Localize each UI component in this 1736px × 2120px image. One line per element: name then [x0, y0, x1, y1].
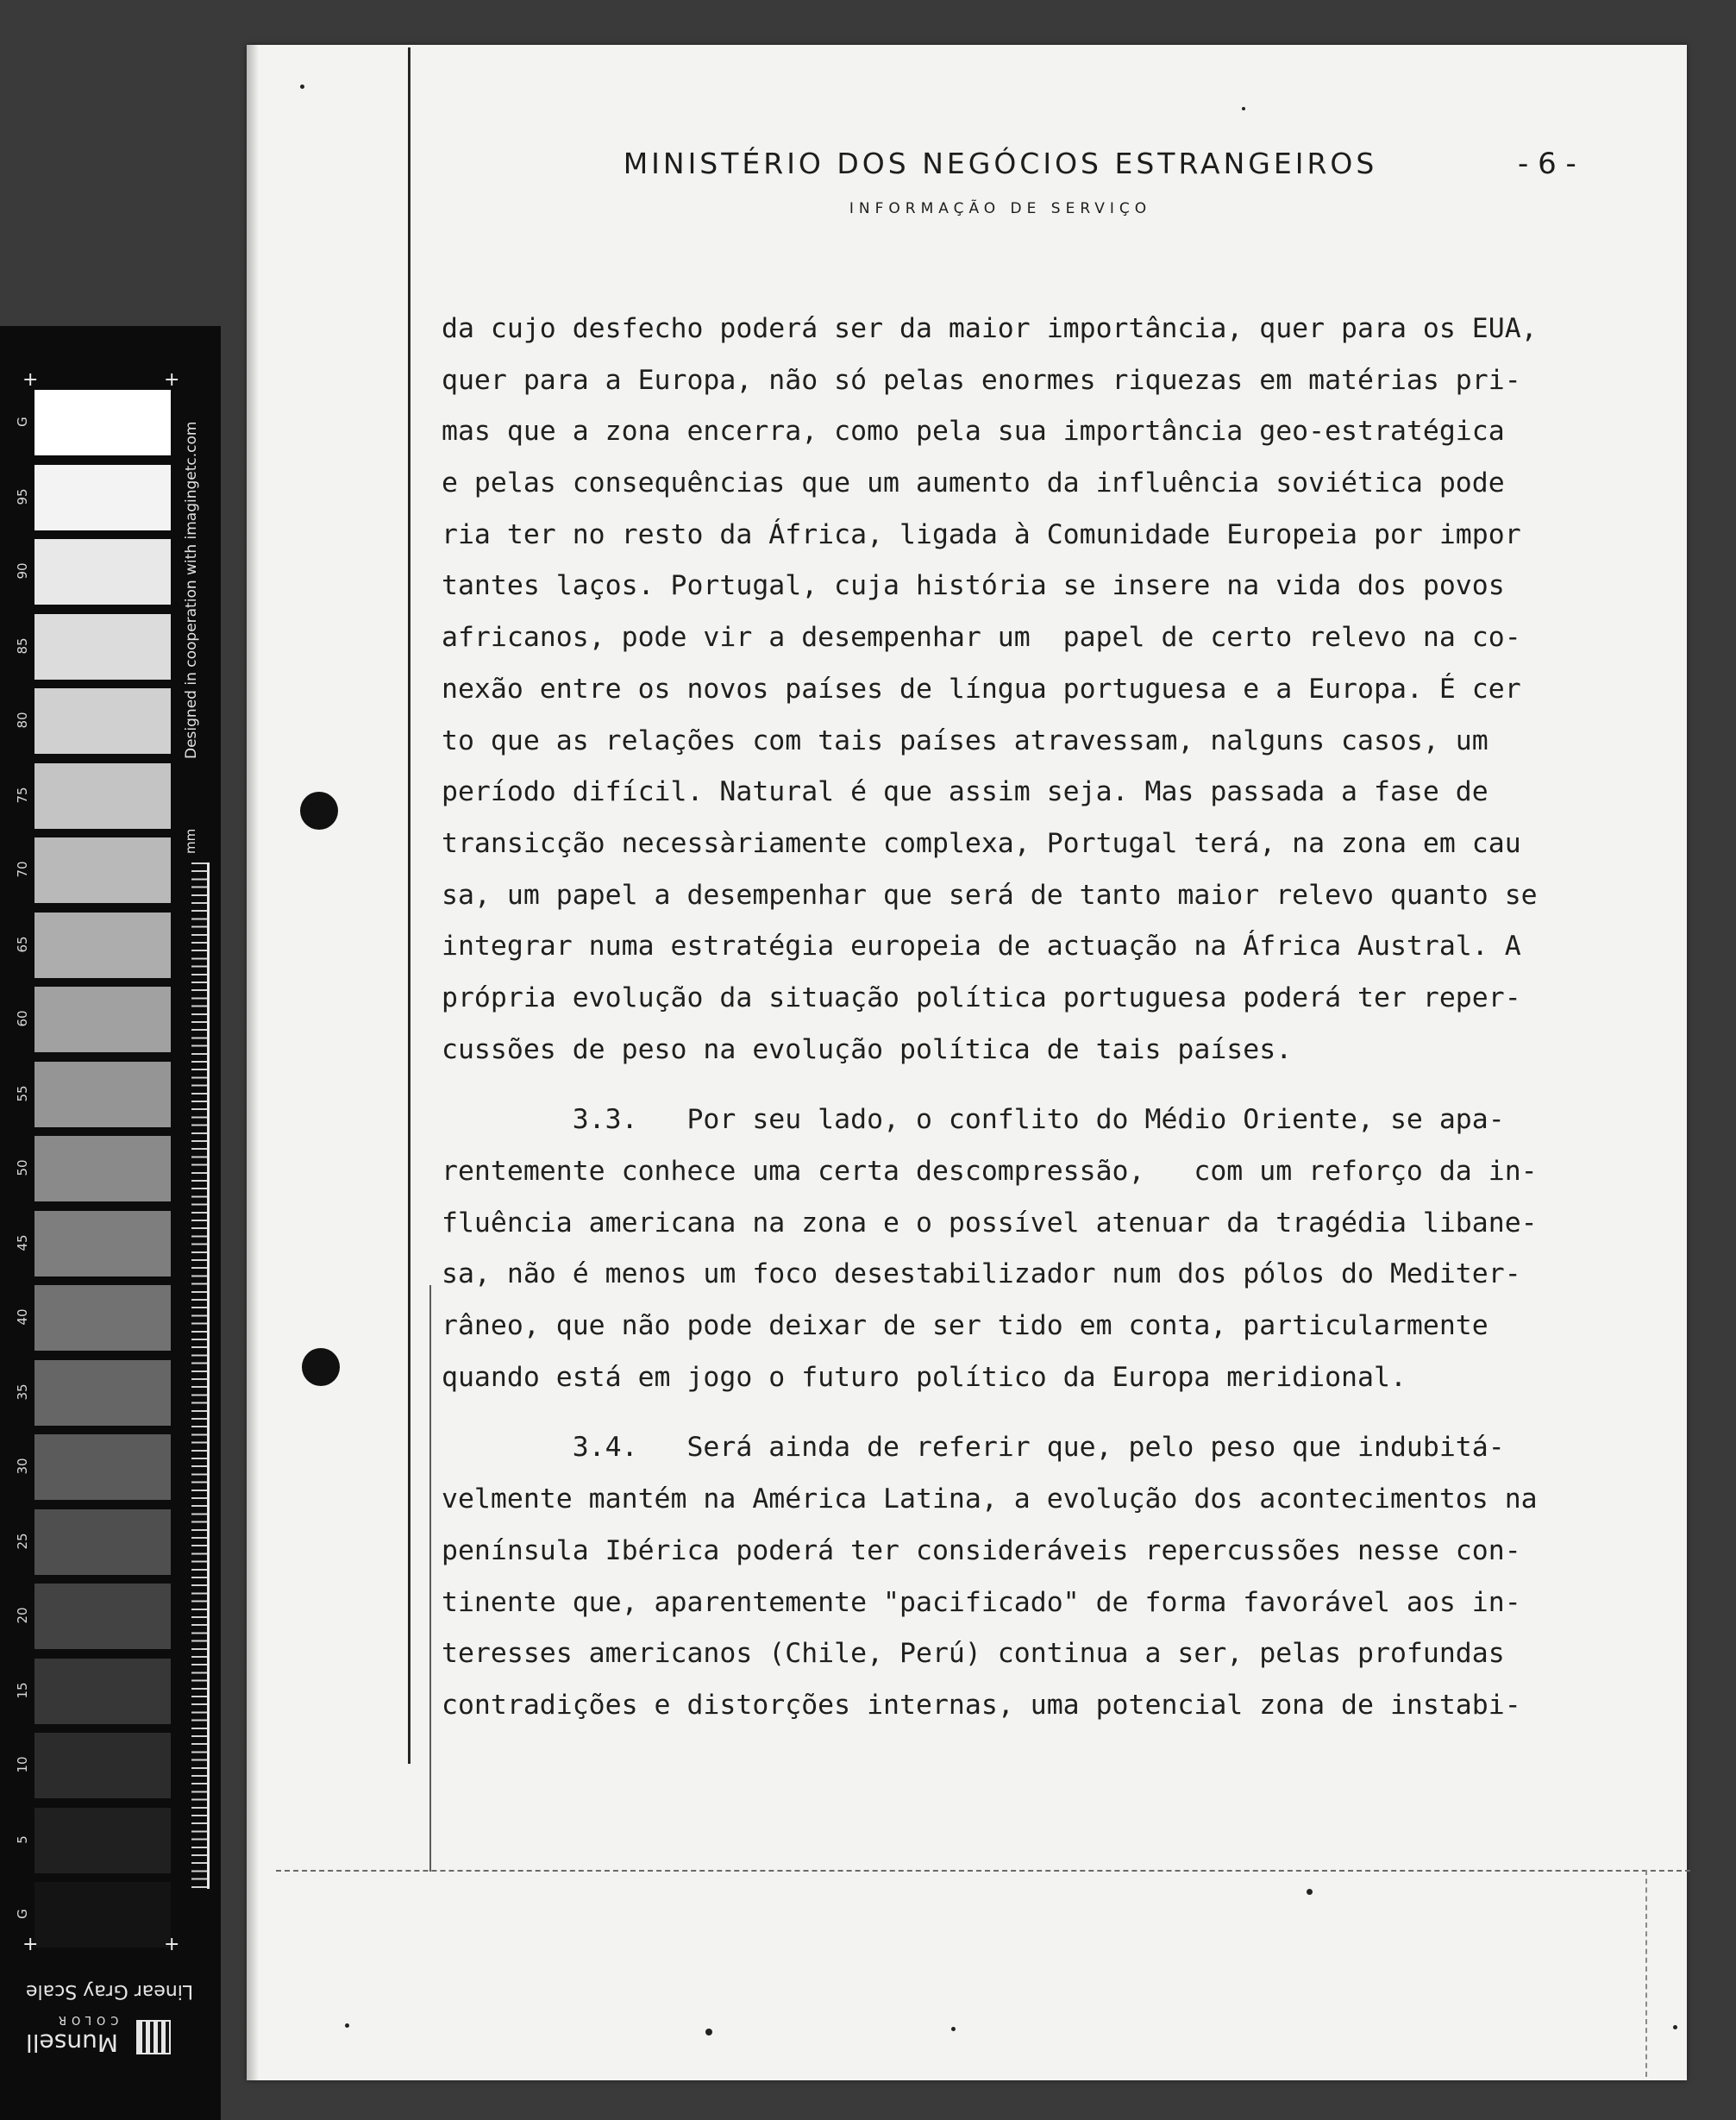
- ministry-header-subtitle: INFORMAÇÃO DE SERVIÇO: [849, 200, 1152, 217]
- text-line: quer para a Europa, não só pelas enormes riquezas em matérias pri-: [442, 364, 1521, 396]
- gray-patch: [34, 1062, 171, 1127]
- gray-scale-number: 10: [15, 1756, 30, 1773]
- gray-scale-number: 5: [15, 1835, 30, 1844]
- text-line: africanos, pode vir a desempenhar um papel de certo relevo na co-: [442, 622, 1521, 654]
- text-line: tinente que, aparentemente "pacificado" de forma favorável aos in-: [442, 1586, 1521, 1618]
- registration-mark: +: [22, 1934, 39, 1955]
- punch-hole: [300, 792, 338, 830]
- gray-scale-number: 40: [15, 1308, 30, 1326]
- registration-mark: +: [22, 369, 39, 391]
- text-line: teresses americanos (Chile, Perú) continua a ser, pelas profundas: [442, 1638, 1505, 1670]
- text-line: nexão entre os novos países de língua portuguesa e a Europa. É cer: [442, 673, 1521, 705]
- ruler-unit-label: mm: [183, 828, 198, 854]
- gray-scale-number: 35: [15, 1383, 30, 1401]
- gray-patch: [34, 837, 171, 903]
- text-line: to que as relações com tais países atravessam, nalguns casos, um: [442, 724, 1488, 756]
- gray-patch: [34, 614, 171, 680]
- registration-mark: +: [164, 369, 180, 391]
- scan-speck: [1307, 1889, 1313, 1895]
- text-line: tantes laços. Portugal, cuja história se insere na vida dos povos: [442, 570, 1505, 602]
- text-line: cussões de peso na evolução política de tais países.: [442, 1033, 1293, 1065]
- text-line: integrar numa estratégia europeia de actuação na África Austral. A: [442, 931, 1521, 963]
- scan-speck: [1673, 2025, 1677, 2029]
- gray-scale-number: 80: [15, 712, 30, 729]
- gray-scale-number: G: [15, 1909, 30, 1919]
- scan-speck: [951, 2027, 956, 2031]
- text-line: própria evolução da situação política portuguesa poderá ter reper-: [442, 982, 1521, 1013]
- scan-speck: [345, 2023, 349, 2028]
- inner-margin-rule: [429, 1285, 431, 1872]
- text-line: rentemente conhece uma certa descompressão, com um reforço da in-: [442, 1156, 1538, 1187]
- page-edge-shadow: [247, 45, 259, 2080]
- gray-scale-number: 65: [15, 935, 30, 953]
- gray-patch: [34, 1882, 171, 1948]
- page-number: - 6 -: [1518, 147, 1576, 181]
- scan-speck: [705, 2029, 712, 2035]
- text-line: velmente mantém na América Latina, a evolução dos acontecimentos na: [442, 1483, 1538, 1515]
- right-fold-line: [1645, 1870, 1649, 2077]
- gray-patch: [34, 1360, 171, 1426]
- text-line: contradições e distorções internas, uma potencial zona de instabi-: [442, 1689, 1521, 1721]
- paragraph-gap: [442, 1076, 1666, 1094]
- gray-scale-number: 45: [15, 1233, 30, 1251]
- munsell-logo-icon: [136, 2020, 171, 2054]
- gray-patch: [34, 1434, 171, 1500]
- brand-color-label: COLOR: [53, 2013, 119, 2026]
- text-line: 3.4. Será ainda de referir que, pelo peso que indubitá-: [442, 1432, 1505, 1464]
- gray-scale-number: 15: [15, 1681, 30, 1699]
- bottom-fold-line: [276, 1870, 1690, 1873]
- gray-patch: [34, 1509, 171, 1575]
- text-line: fluência americana na zona e o possível atenuar da tragédia libane-: [442, 1207, 1538, 1239]
- gray-patch: [34, 987, 171, 1052]
- gray-patch: [34, 1808, 171, 1873]
- text-line: quando está em jogo o futuro político da Europa meridional.: [442, 1361, 1407, 1393]
- gray-scale-number: 90: [15, 562, 30, 580]
- gray-scale-number: 95: [15, 487, 30, 505]
- text-line: râneo, que não pode deixar de ser tido em conta, particularmente: [442, 1310, 1488, 1342]
- mm-ruler-base: [207, 862, 210, 1889]
- munsell-brand-label: Munsell: [26, 2029, 119, 2057]
- text-line: ria ter no resto da África, ligada à Comunidade Europeia por impor: [442, 518, 1521, 550]
- gray-patch: [34, 1211, 171, 1276]
- gray-scale-number: 55: [15, 1084, 30, 1102]
- gray-scale-number: 25: [15, 1532, 30, 1550]
- ministry-header-title: MINISTÉRIO DOS NEGÓCIOS ESTRANGEIROS: [623, 147, 1378, 180]
- text-line: 3.3. Por seu lado, o conflito do Médio Oriente, se apa-: [442, 1104, 1505, 1136]
- text-line: e pelas consequências que um aumento da influência soviética pode: [442, 467, 1505, 499]
- paragraph-gap: [442, 1403, 1666, 1422]
- text-line: sa, um papel a desempenhar que será de tanto maior relevo quanto se: [442, 879, 1538, 911]
- left-margin-rule: [408, 47, 410, 1764]
- gray-patch: [34, 1285, 171, 1351]
- gray-patch: [34, 1659, 171, 1724]
- gray-scale-number: 85: [15, 637, 30, 655]
- linear-gray-scale-label: Linear Gray Scale: [26, 1980, 194, 2002]
- scan-speck: [300, 85, 304, 89]
- gray-scale-number: 70: [15, 861, 30, 878]
- text-line: período difícil. Natural é que assim seja. Mas passada a fase de: [442, 776, 1488, 808]
- scan-speck: [1242, 107, 1245, 110]
- gray-patch: [34, 390, 171, 455]
- document-body-text: [442, 304, 1666, 1732]
- text-line: península Ibérica poderá ter consideráveis repercussões nesse con-: [442, 1534, 1521, 1566]
- gray-patch: [34, 1584, 171, 1649]
- gray-scale-number: G: [15, 417, 30, 427]
- punch-hole: [302, 1348, 340, 1386]
- text-line: mas que a zona encerra, como pela sua importância geo-estratégica: [442, 416, 1505, 448]
- gray-scale-number: 50: [15, 1159, 30, 1176]
- gray-scale-number: 75: [15, 786, 30, 804]
- gray-patch: [34, 1136, 171, 1201]
- gray-scale-number: 20: [15, 1607, 30, 1624]
- designed-in-cooperation-text: Designed in cooperation with imagingetc.com: [183, 421, 200, 759]
- gray-patch: [34, 539, 171, 605]
- gray-scale-number: 30: [15, 1458, 30, 1475]
- text-line: sa, não é menos um foco desestabilizador num dos pólos do Mediter-: [442, 1258, 1521, 1290]
- gray-patch: [34, 1733, 171, 1798]
- gray-scale-number: 60: [15, 1010, 30, 1027]
- text-line: transicção necessàriamente complexa, Portugal terá, na zona em cau: [442, 827, 1521, 859]
- gray-patch: [34, 688, 171, 754]
- gray-patch: [34, 763, 171, 829]
- mm-ruler: [191, 862, 209, 1889]
- text-line: da cujo desfecho poderá ser da maior importância, quer para os EUA,: [442, 313, 1538, 344]
- registration-mark: +: [164, 1934, 180, 1955]
- gray-patch: [34, 913, 171, 978]
- gray-patch: [34, 465, 171, 530]
